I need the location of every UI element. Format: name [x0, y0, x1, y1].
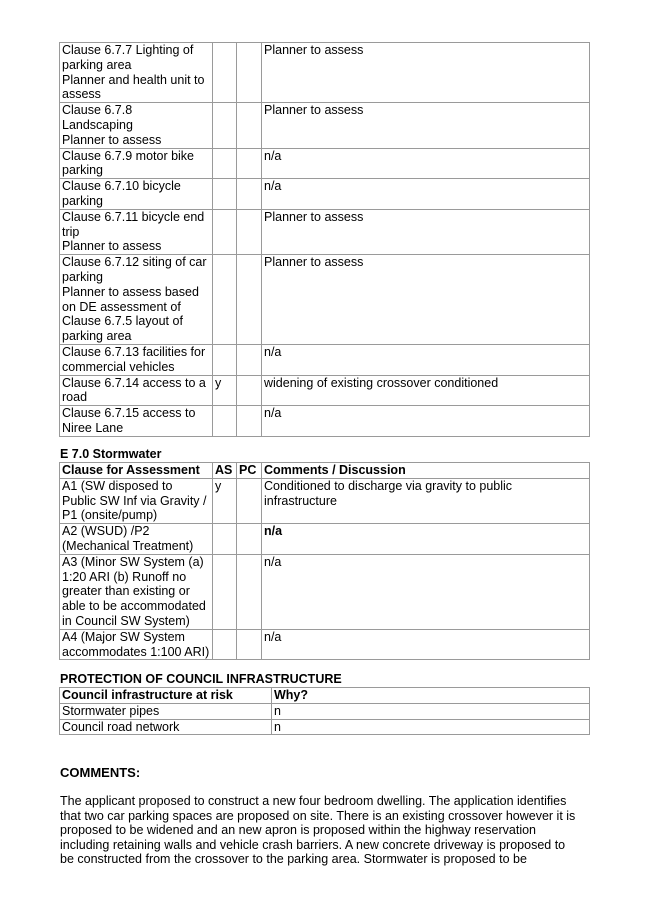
- pc-cell: [237, 406, 262, 437]
- pc-cell: [237, 629, 262, 660]
- clause-cell: Clause 6.7.8 Landscaping Planner to assess: [60, 103, 213, 148]
- clause-cell: Clause 6.7.15 access to Niree Lane: [60, 406, 213, 437]
- header-comments: Comments / Discussion: [262, 463, 590, 479]
- header-clause: Clause for Assessment: [60, 463, 213, 479]
- table-row: [60, 43, 590, 103]
- pc-cell: [237, 148, 262, 179]
- header-why: Why?: [272, 688, 590, 704]
- clause-cell: Clause 6.7.11 bicycle end trip Planner to assess: [60, 209, 213, 254]
- comments-cell: widening of existing crossover conditioned: [262, 375, 590, 406]
- clause-cell: A2 (WSUD) /P2 (Mechanical Treatment): [60, 524, 213, 555]
- table-row: [60, 554, 590, 629]
- as-cell: y: [213, 478, 237, 523]
- table-row: [60, 406, 590, 437]
- pc-cell: [237, 478, 262, 523]
- as-cell: [213, 344, 237, 375]
- comments-cell: Planner to assess: [262, 209, 590, 254]
- why-cell: n: [272, 703, 590, 719]
- comments-line: that two car parking spaces are proposed on site. There is an existing crossover however it is: [60, 808, 576, 823]
- as-cell: [213, 629, 237, 660]
- pc-cell: [237, 43, 262, 103]
- pc-cell: [237, 179, 262, 210]
- table-row: [60, 209, 590, 254]
- stormwater-heading: E 7.0 Stormwater: [60, 447, 162, 461]
- comments-cell: n/a: [262, 344, 590, 375]
- comments-paragraph: [60, 794, 595, 867]
- table-row: [60, 703, 590, 719]
- pc-cell: [237, 375, 262, 406]
- clause-cell: Clause 6.7.13 facilities for commercial vehicles: [60, 344, 213, 375]
- clause-cell: Clause 6.7.14 access to a road: [60, 375, 213, 406]
- table-row: [60, 478, 590, 523]
- comments-line: proposed to be widened and an new apron is proposed within the highway reservation: [60, 823, 537, 838]
- table-row: [60, 719, 590, 735]
- as-cell: [213, 554, 237, 629]
- comments-line: The applicant proposed to construct a new four bedroom dwelling. The application identifies: [60, 794, 567, 808]
- as-cell: [213, 255, 237, 345]
- as-cell: [213, 148, 237, 179]
- as-cell: [213, 103, 237, 148]
- clause-cell: Clause 6.7.7 Lighting of parking area Planner and health unit to assess: [60, 43, 213, 103]
- table-row: [60, 524, 590, 555]
- table-row: [60, 344, 590, 375]
- comments-cell: n/a: [262, 629, 590, 660]
- pc-cell: [237, 255, 262, 345]
- clause-cell: Clause 6.7.9 motor bike parking: [60, 148, 213, 179]
- comments-cell: Planner to assess: [262, 255, 590, 345]
- table-row: [60, 255, 590, 345]
- comments-cell: n/a: [262, 406, 590, 437]
- parking-clauses-table: [59, 42, 590, 437]
- pc-cell: [237, 209, 262, 254]
- pc-cell: [237, 554, 262, 629]
- header-as: AS: [213, 463, 237, 479]
- table-row: [60, 179, 590, 210]
- as-cell: [213, 524, 237, 555]
- infrastructure-cell: Stormwater pipes: [60, 703, 272, 719]
- comments-cell: n/a: [262, 554, 590, 629]
- why-cell: n: [272, 719, 590, 735]
- stormwater-table: [59, 462, 590, 660]
- protection-heading: PROTECTION OF COUNCIL INFRASTRUCTURE: [60, 672, 342, 686]
- comments-cell: n/a: [262, 524, 590, 555]
- protection-table: [59, 687, 590, 735]
- clause-cell: A1 (SW disposed to Public SW Inf via Gravity / P1 (onsite/pump): [60, 478, 213, 523]
- header-infrastructure: Council infrastructure at risk: [60, 688, 272, 704]
- table-row: [60, 629, 590, 660]
- table-header-row: [60, 463, 590, 479]
- comments-line: including retaining walls and vehicle crash barriers. A new concrete driveway is proposed to: [60, 837, 566, 852]
- header-pc: PC: [237, 463, 262, 479]
- comments-cell: n/a: [262, 148, 590, 179]
- as-cell: [213, 406, 237, 437]
- infrastructure-cell: Council road network: [60, 719, 272, 735]
- table-row: [60, 148, 590, 179]
- comments-cell: Planner to assess: [262, 103, 590, 148]
- comments-heading: COMMENTS:: [60, 765, 141, 780]
- as-cell: y: [213, 375, 237, 406]
- table-row: [60, 375, 590, 406]
- as-cell: [213, 209, 237, 254]
- comments-cell: Conditioned to discharge via gravity to public infrastructure: [262, 478, 590, 523]
- clause-cell: Clause 6.7.10 bicycle parking: [60, 179, 213, 210]
- table-row: [60, 103, 590, 148]
- comments-cell: Planner to assess: [262, 43, 590, 103]
- pc-cell: [237, 524, 262, 555]
- comments-line: be constructed from the crossover to the parking area. Stormwater is proposed to be: [60, 852, 527, 867]
- comments-cell: n/a: [262, 179, 590, 210]
- clause-cell: A3 (Minor SW System (a) 1:20 ARI (b) Runoff no greater than existing or able to be accommodated in Council SW System): [60, 554, 213, 629]
- pc-cell: [237, 103, 262, 148]
- as-cell: [213, 179, 237, 210]
- clause-cell: Clause 6.7.12 siting of car parking Planner to assess based on DE assessment of Clause 6.7.5 layout of parking area: [60, 255, 213, 345]
- table-header-row: [60, 688, 590, 704]
- as-cell: [213, 43, 237, 103]
- clause-cell: A4 (Major SW System accommodates 1:100 ARI): [60, 629, 213, 660]
- pc-cell: [237, 344, 262, 375]
